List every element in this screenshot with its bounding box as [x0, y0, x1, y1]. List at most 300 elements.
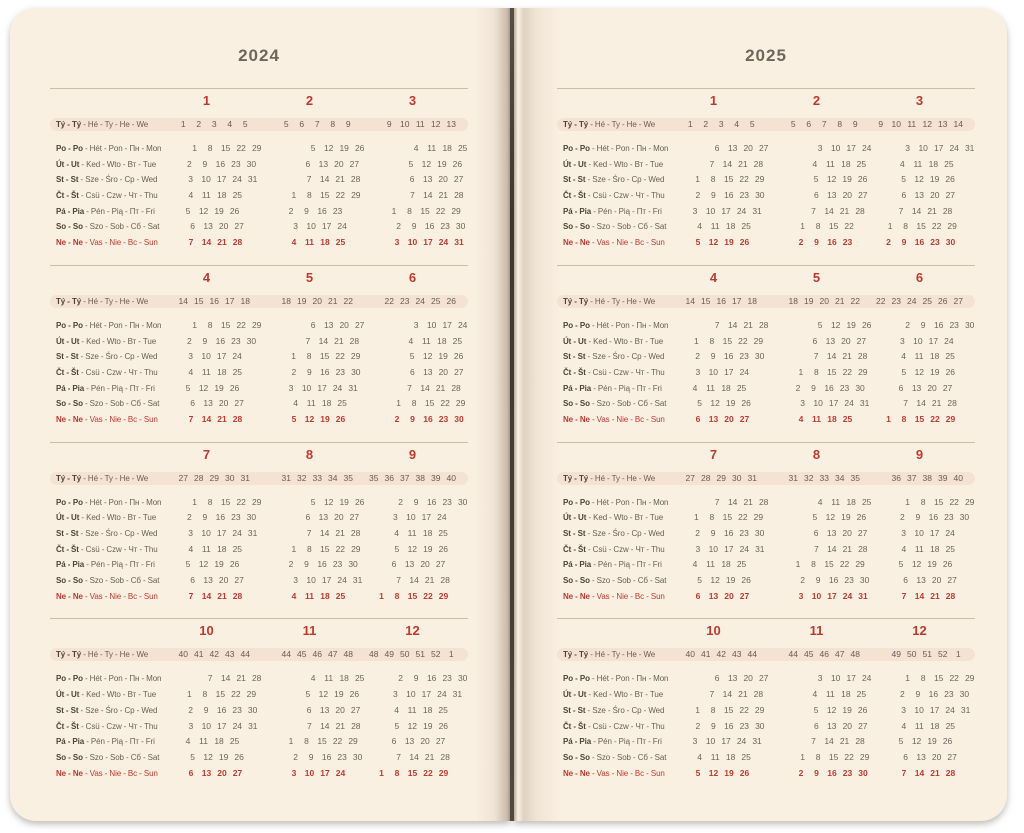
date-cell: 16: [933, 319, 944, 330]
date-cell: [285, 510, 301, 526]
week-number: [160, 295, 176, 308]
week-number: 7: [821, 119, 827, 129]
date-cell: 24: [438, 237, 449, 248]
date-cell: 4: [188, 190, 194, 201]
label-strong: Út - Ut: [56, 690, 80, 700]
date-cell: [245, 766, 261, 782]
date-cell: 17: [320, 767, 330, 778]
month-dates-block: [372, 510, 465, 526]
date-cell: [372, 157, 388, 173]
label-strong: Pá - Pia: [563, 206, 592, 216]
date-cell: 3: [291, 767, 297, 778]
date-cell: 17: [217, 720, 227, 731]
date-cell: [676, 573, 692, 589]
day-row: [50, 349, 468, 365]
label-strong: So - So: [563, 222, 590, 232]
date-cell: 8: [920, 496, 926, 507]
month-dates-block: [377, 318, 470, 334]
month-dates-block: [882, 396, 975, 412]
date-cell: 29: [855, 559, 865, 570]
label-rest: - Pén - Pią - Пт - Fri: [84, 383, 155, 393]
month-dates-block: [167, 349, 260, 365]
date-cell: 17: [827, 590, 837, 601]
month-dates-block: [678, 671, 771, 687]
date-cell: 21: [839, 736, 850, 747]
date-cell: [880, 703, 896, 719]
day-label: [56, 687, 156, 703]
date-cell: 17: [929, 704, 940, 715]
date-cell: [960, 396, 976, 412]
date-cell: 9: [811, 382, 816, 393]
date-cell: 2: [795, 382, 801, 393]
date-cell: 25: [741, 751, 751, 762]
date-cell: [775, 557, 791, 573]
calendar-sections-right: [557, 88, 975, 795]
day-label: [563, 381, 662, 397]
month-dates-block: [775, 557, 868, 573]
date-cell: 17: [846, 673, 856, 684]
label-strong: St - St: [563, 705, 586, 715]
date-cell: 21: [435, 382, 446, 393]
date-cell: [374, 542, 390, 558]
week-number: 45: [804, 649, 814, 660]
date-cell: [778, 719, 794, 735]
date-cell: 5: [898, 736, 904, 747]
date-cell: 21: [217, 237, 227, 248]
date-cell: 12: [421, 158, 432, 169]
date-cell: 17: [421, 512, 432, 523]
date-cell: 4: [817, 496, 823, 507]
month-number: 2: [305, 93, 314, 108]
date-cell: 13: [318, 512, 329, 523]
date-cell: 28: [232, 237, 243, 248]
date-cell: 27: [232, 767, 243, 778]
date-cell: 1: [379, 767, 384, 778]
date-cell: 30: [959, 689, 970, 700]
date-cell: [879, 334, 895, 350]
day-label: [563, 589, 665, 605]
date-cell: 27: [739, 413, 750, 424]
date-cell: [752, 766, 768, 782]
week-number: 9: [852, 119, 858, 129]
date-cell: 20: [218, 575, 229, 586]
week-number: 43: [732, 649, 742, 660]
label-strong: Ne - Ne: [56, 414, 83, 424]
month-dates-block: [271, 365, 364, 381]
week-number: 5: [242, 119, 248, 129]
date-cell: 28: [440, 575, 450, 586]
label-strong: Tý - Tý: [563, 120, 589, 129]
date-cell: 6: [305, 512, 311, 523]
date-cell: [268, 381, 284, 397]
date-cell: [678, 141, 694, 157]
label-rest: - Hé - Ty - Не - We: [588, 120, 656, 129]
month-week-block: [873, 118, 966, 131]
date-cell: 31: [348, 382, 358, 393]
date-cell: [678, 495, 694, 511]
date-cell: 22: [236, 496, 246, 507]
date-cell: 23: [232, 704, 242, 715]
date-cell: 16: [827, 767, 837, 778]
label-rest: - Ked - Wto - Вт - Tue: [79, 159, 157, 169]
label-strong: Ne - Ne: [56, 238, 83, 248]
date-cell: 5: [185, 382, 191, 393]
date-cell: 31: [352, 575, 363, 586]
date-cell: 13: [318, 158, 329, 169]
month-dates-block: [374, 589, 467, 605]
date-cell: [958, 589, 974, 605]
quarter-section: [50, 88, 468, 265]
week-number: 51: [922, 649, 932, 660]
month-dates-block: [675, 188, 768, 204]
label-rest: - Pén - Pią - Пт - Fri: [84, 206, 155, 216]
date-cell: 6: [903, 575, 908, 586]
date-cell: [779, 573, 795, 589]
date-cell: 2: [900, 512, 905, 523]
date-cell: 10: [811, 590, 822, 601]
date-cell: 29: [251, 319, 262, 330]
week-number: [770, 472, 786, 485]
date-cell: 22: [440, 398, 450, 409]
label-strong: St - St: [563, 352, 586, 362]
month-dates-block: [268, 734, 361, 750]
date-cell: 12: [323, 143, 334, 153]
date-cell: [167, 526, 183, 542]
date-cell: 19: [842, 704, 852, 715]
date-cell: [167, 703, 183, 719]
week-label: [563, 295, 657, 308]
date-cell: 22: [335, 543, 346, 554]
date-cell: [271, 235, 287, 251]
date-cell: [958, 235, 974, 251]
date-cell: [285, 157, 301, 173]
date-cell: [165, 734, 181, 750]
week-number: 38: [415, 472, 425, 483]
date-cell: [793, 188, 809, 204]
date-cell: 20: [743, 143, 753, 153]
label-strong: Út - Ut: [563, 336, 587, 346]
month-dates-block: [165, 734, 258, 750]
date-cell: 30: [246, 512, 257, 523]
label-strong: Po - Po: [563, 674, 590, 684]
week-number: [160, 648, 176, 661]
date-cell: [884, 141, 900, 157]
week-number: 15: [194, 295, 204, 306]
label-strong: Čt - Št: [563, 367, 586, 377]
date-cell: 31: [247, 174, 258, 185]
week-number: 23: [400, 295, 410, 306]
day-row: [557, 349, 975, 365]
label-rest: - Ked - Wto - Вт - Tue: [79, 690, 157, 700]
month-dates-block: [168, 235, 261, 251]
date-cell: 2: [396, 221, 401, 232]
week-label: [56, 295, 150, 308]
week-number: 14: [685, 295, 695, 306]
date-cell: 21: [335, 720, 346, 731]
date-cell: 19: [846, 319, 856, 330]
date-cell: 26: [741, 398, 751, 409]
date-cell: 15: [215, 689, 226, 700]
date-cell: 11: [710, 221, 720, 232]
day-label: [563, 750, 666, 766]
date-cell: 10: [830, 673, 841, 684]
date-cell: 4: [812, 689, 818, 700]
date-cell: 19: [929, 174, 940, 185]
date-cell: 1: [694, 335, 699, 346]
page-left-content: [50, 8, 468, 795]
date-cell: [187, 671, 203, 687]
day-label: [563, 412, 665, 428]
date-cell: 1: [695, 704, 700, 715]
date-cell: 4: [185, 736, 191, 747]
date-cell: 21: [930, 767, 940, 778]
date-cell: 23: [739, 720, 750, 731]
day-row: [50, 172, 468, 188]
date-cell: 25: [856, 158, 867, 169]
week-number: 5: [790, 119, 796, 129]
month-number: 10: [199, 623, 214, 639]
month-dates-block: [272, 573, 365, 589]
week-number: 14: [953, 119, 963, 129]
date-cell: 1: [800, 221, 805, 232]
date-cell: 16: [426, 496, 437, 507]
date-cell: 10: [914, 704, 924, 715]
month-numbers-row: [557, 623, 975, 639]
date-cell: 24: [437, 512, 447, 523]
week-number: 42: [209, 649, 219, 660]
date-cell: 12: [830, 319, 841, 330]
date-cell: 12: [323, 496, 334, 507]
week-number: 2: [196, 119, 202, 129]
date-cell: 17: [724, 366, 734, 377]
month-dates-block: [268, 557, 361, 573]
month-dates-block: [674, 172, 767, 188]
day-row: [557, 542, 975, 558]
month-dates-block: [375, 750, 468, 766]
month-dates-block: [673, 157, 766, 173]
week-number: [366, 295, 382, 308]
date-cell: [375, 573, 391, 589]
date-cell: 2: [293, 751, 298, 762]
week-number: 26: [446, 295, 456, 306]
month-numbers-row: [50, 270, 468, 286]
date-cell: 16: [317, 559, 327, 570]
date-cell: 8: [207, 319, 213, 330]
date-cell: 16: [215, 512, 226, 523]
date-cell: [272, 219, 288, 235]
date-cell: 16: [723, 351, 734, 362]
label-strong: Po - Po: [56, 144, 83, 153]
date-cell: [245, 412, 261, 428]
date-cell: 5: [291, 413, 297, 424]
date-cell: [374, 188, 390, 204]
day-label: [56, 141, 161, 157]
date-cell: 14: [722, 689, 733, 700]
date-cell: [168, 542, 184, 558]
date-cell: 23: [332, 205, 343, 216]
month-dates-block: [375, 573, 468, 589]
day-label: [56, 703, 157, 719]
date-cell: 4: [812, 158, 818, 169]
date-cell: 19: [725, 398, 736, 409]
date-cell: [372, 510, 388, 526]
date-cell: 16: [426, 673, 437, 684]
month-dates-block: [676, 750, 769, 766]
date-cell: 17: [216, 528, 227, 538]
date-cell: 30: [457, 496, 468, 507]
month-dates-block: [374, 235, 467, 251]
day-label: [563, 172, 664, 188]
date-cell: 23: [844, 575, 854, 586]
date-cell: [675, 542, 691, 558]
week-number: 44: [788, 649, 798, 660]
month-dates-block: [778, 412, 871, 428]
date-cell: [694, 495, 710, 511]
date-cell: 13: [203, 398, 213, 409]
date-cell: 11: [407, 528, 417, 538]
date-cell: 27: [856, 335, 867, 346]
date-cell: 17: [442, 319, 452, 330]
date-cell: 16: [723, 528, 734, 538]
date-cell: 10: [708, 366, 719, 377]
date-cell: 29: [246, 689, 257, 700]
date-cell: 15: [220, 496, 231, 507]
month-dates-block: [672, 734, 765, 750]
book-spine: [510, 8, 514, 821]
date-cell: [689, 687, 705, 703]
date-cell: [779, 219, 795, 235]
date-cell: [271, 589, 287, 605]
date-cell: 27: [739, 590, 750, 601]
week-number: 17: [732, 295, 742, 306]
label-rest: - Szo - Sob - Сб - Sat: [589, 752, 667, 762]
label-strong: Pá - Pia: [56, 383, 85, 393]
date-cell: 24: [739, 366, 750, 377]
month-dates-block: [776, 687, 869, 703]
week-number: 1: [687, 119, 693, 129]
date-cell: 9: [915, 689, 921, 700]
day-row: [557, 687, 975, 703]
date-cell: [348, 589, 364, 605]
date-cell: 8: [710, 174, 716, 185]
label-strong: Pá - Pia: [56, 560, 85, 570]
date-cell: [778, 235, 794, 251]
date-cell: 8: [411, 398, 417, 409]
date-cell: 24: [844, 398, 854, 409]
month-dates-block: [884, 318, 977, 334]
date-cell: 21: [236, 673, 246, 684]
date-cell: [272, 573, 288, 589]
date-cell: 28: [855, 205, 865, 216]
date-cell: 10: [306, 575, 316, 586]
date-cell: 28: [947, 398, 957, 409]
week-number: 15: [701, 295, 711, 306]
date-cell: [453, 750, 469, 766]
date-cell: 1: [291, 543, 297, 554]
day-label: [56, 412, 158, 428]
date-cell: 29: [945, 413, 956, 424]
date-cell: [290, 141, 306, 157]
date-cell: 5: [394, 720, 400, 731]
date-cell: [350, 396, 366, 412]
date-cell: 3: [800, 398, 805, 409]
label-rest: - Vas - Nie - Вс - Sun: [589, 238, 665, 248]
date-cell: 29: [753, 512, 764, 523]
month-number: 1: [202, 93, 211, 108]
date-cell: 23: [332, 559, 343, 570]
month-dates-block: [274, 671, 367, 687]
date-cell: 7: [188, 413, 194, 424]
label-rest: - Vas - Nie - Вс - Sun: [82, 768, 158, 778]
day-row-sunday: [557, 412, 975, 428]
date-cell: 31: [755, 543, 765, 554]
date-cell: 13: [404, 736, 415, 747]
label-strong: Po - Po: [563, 320, 590, 330]
date-cell: [958, 365, 974, 381]
label-rest: - Vas - Nie - Вс - Sun: [589, 591, 665, 601]
date-cell: [792, 687, 808, 703]
date-cell: 4: [310, 673, 316, 684]
date-cell: 7: [306, 720, 312, 731]
month-dates-block: [777, 526, 870, 542]
date-cell: 3: [817, 673, 823, 684]
date-cell: 23: [739, 351, 749, 362]
date-cell: 9: [202, 512, 208, 523]
date-cell: 17: [929, 528, 940, 538]
date-cell: 17: [846, 143, 856, 153]
date-cell: [781, 671, 797, 687]
label-strong: St - St: [563, 175, 586, 185]
date-cell: [271, 188, 287, 204]
label-strong: Tý - Tý: [563, 650, 589, 660]
label-rest: - Hét - Pon - Пн - Mon: [82, 497, 162, 507]
week-number: 11: [907, 119, 917, 129]
date-cell: 10: [201, 720, 212, 731]
date-cell: [793, 542, 809, 558]
date-cell: [793, 349, 809, 365]
date-cell: 22: [738, 512, 748, 523]
week-number: [263, 118, 279, 131]
date-cell: 13: [323, 319, 334, 330]
week-number: 11: [415, 119, 425, 129]
week-number: 29: [716, 472, 726, 483]
day-label: [56, 318, 161, 334]
month-dates-block: [269, 510, 362, 526]
date-cell: 25: [736, 559, 747, 570]
week-numbers-band: [50, 472, 468, 485]
date-cell: [790, 734, 806, 750]
date-cell: 14: [318, 335, 329, 346]
date-cell: 5: [901, 174, 906, 185]
date-cell: [881, 766, 897, 782]
date-cell: 25: [354, 673, 365, 684]
label-strong: Po - Po: [56, 320, 83, 330]
month-dates-block: [672, 204, 765, 220]
month-dates-block: [167, 172, 260, 188]
month-dates-block: [371, 734, 464, 750]
day-row: [50, 204, 468, 220]
date-cell: [168, 589, 184, 605]
day-row: [557, 318, 975, 334]
day-row: [50, 141, 468, 157]
date-cell: [790, 204, 806, 220]
date-cell: 3: [288, 382, 294, 393]
date-cell: 10: [813, 398, 823, 409]
week-number: 40: [178, 649, 188, 660]
date-cell: [792, 157, 808, 173]
date-cell: 16: [215, 335, 226, 346]
date-cell: 24: [944, 335, 954, 346]
